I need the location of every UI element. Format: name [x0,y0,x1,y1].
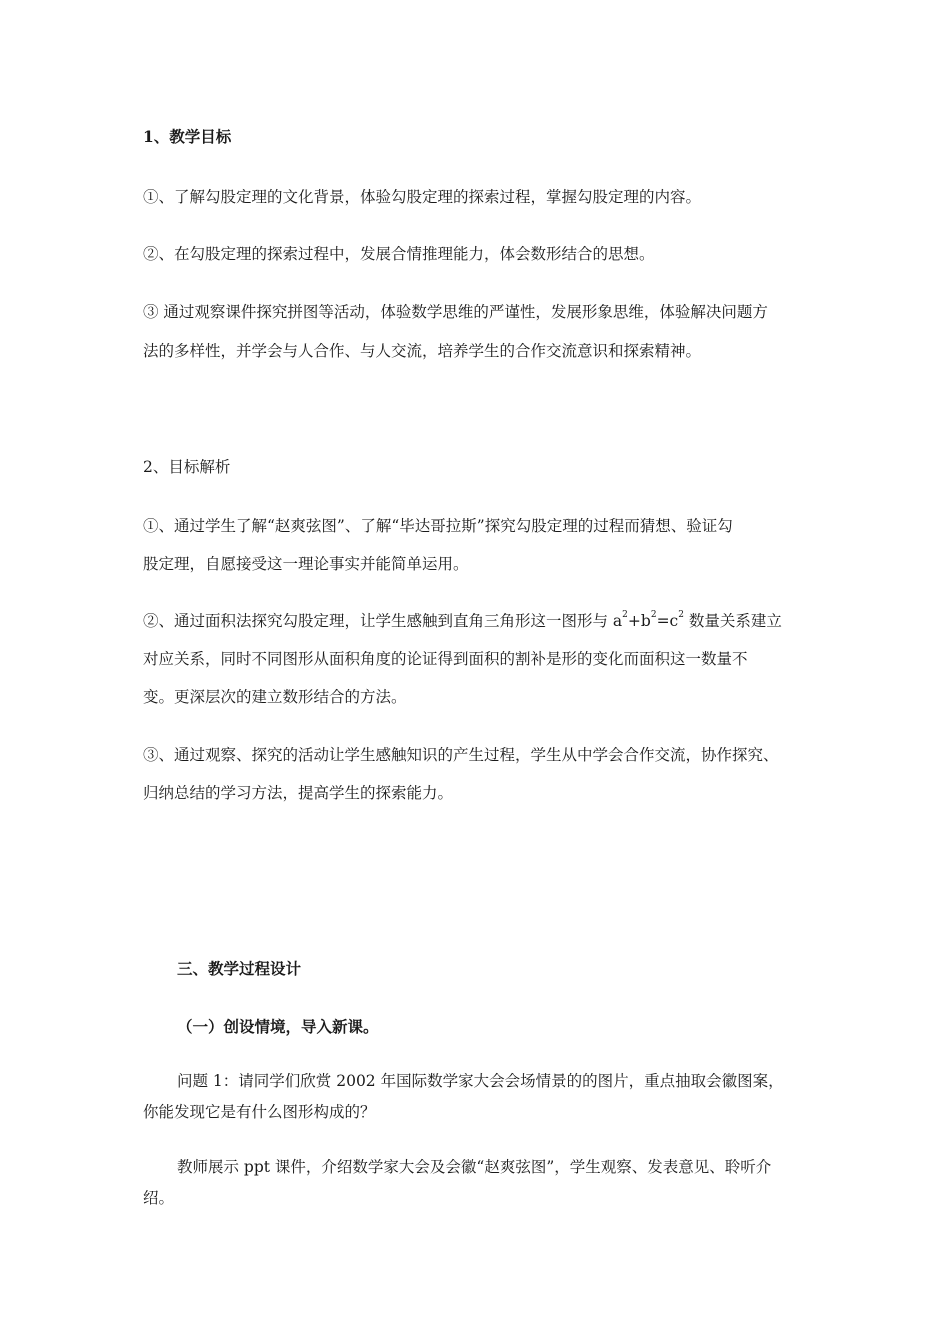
analysis-item-3-line-1: ③、通过观察、探究的活动让学生感触知识的产生过程，学生从中学会合作交流，协作探究、 [143,746,779,764]
question-1-line-1: 问题 1：请同学们欣赏 2002 年国际数学家大会会场情景的的图片，重点抽取会徽图案， [177,1072,784,1090]
analysis-item-2-line-2: 对应关系，同时不同图形从面积角度的论证得到面积的割补是形的变化而面积这一数量不 [143,650,748,668]
goal-item-3-line-2: 法的多样性，并学会与人合作、与人交流，培养学生的合作交流意识和探索精神。 [143,342,702,360]
subsection-heading-scenario: （一）创设情境，导入新课。 [177,1017,379,1036]
analysis-item-1-line-1: ①、通过学生了解“赵爽弦图”、了解“毕达哥拉斯”探究勾股定理的过程而猜想、验证勾 [143,517,733,535]
section-heading-teaching-process: 三、教学过程设计 [177,959,302,978]
section-heading-teaching-goals: 1、教学目标 [143,127,232,146]
analysis-item-2-text-b: +b [627,612,651,630]
superscript-2: 2 [678,610,684,620]
analysis-item-3-line-2: 归纳总结的学习方法，提高学生的探索能力。 [143,784,454,802]
teacher-paragraph-line-1: 教师展示 ppt 课件，介绍数学家大会及会徽“赵爽弦图”，学生观察、发表意见、聆听介 [177,1158,772,1176]
question-1-line-2: 你能发现它是有什么图形构成的？ [143,1103,376,1121]
superscript-2: 2 [622,610,628,620]
analysis-item-2-text-c: =c [656,612,679,630]
analysis-item-1-line-2: 股定理，自愿接受这一理论事实并能简单运用。 [143,555,469,573]
goal-item-3-line-1: ③ 通过观察课件探究拼图等活动，体验数学思维的严谨性，发展形象思维，体验解决问题方 [143,303,768,321]
goal-item-1: ①、了解勾股定理的文化背景，体验勾股定理的探索过程，掌握勾股定理的内容。 [143,188,702,206]
analysis-item-2-line-3: 变。更深层次的建立数形结合的方法。 [143,688,407,706]
section-heading-goal-analysis: 2、目标解析 [143,458,231,476]
analysis-item-2-text-d: 数量关系建立 [683,612,782,630]
teacher-paragraph-line-2: 绍。 [143,1189,175,1207]
goal-item-2: ②、在勾股定理的探索过程中，发展合情推理能力，体会数形结合的思想。 [143,245,655,263]
analysis-item-2-text-a: ②、通过面积法探究勾股定理，让学生感触到直角三角形这一图形与 a [143,612,623,630]
analysis-item-2-line-1 [143,610,813,632]
superscript-2: 2 [650,610,657,620]
